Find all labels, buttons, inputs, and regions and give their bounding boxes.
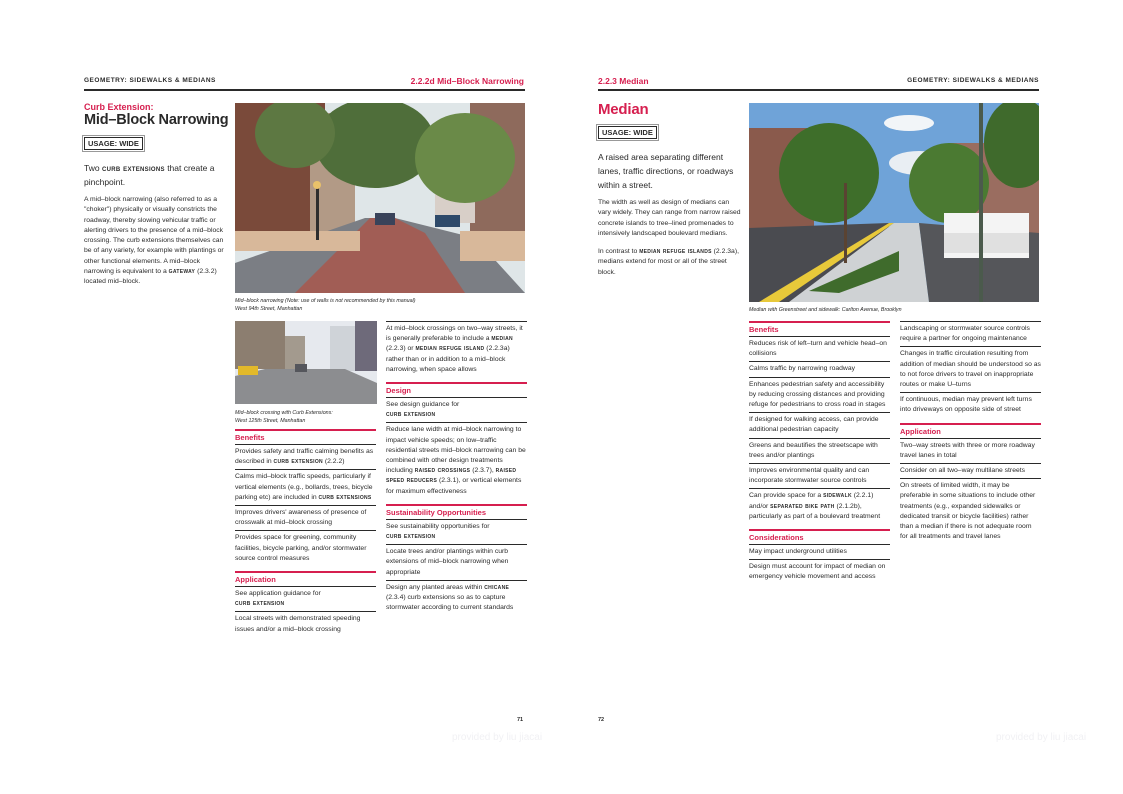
list-item — [749, 438, 890, 463]
text-run: Changes in traffic circulation resulting from addition of median should be understood so as to not force drivers to travel on inappropriate routes or make U–turns — [900, 350, 1041, 389]
lede — [84, 161, 229, 189]
intro-text: A mid–block narrowing (also referred to as a "choker") physically or visually constricts the roadway, thereby slowing vehicular traffic or alerting drivers to the presence of a mid–block crossing. The curb extensions themselves can be of any variety, for example with plantings or other functional elements. A mid–block narrowing is equivalent to a — [84, 196, 224, 276]
list-item — [386, 544, 527, 580]
photo-caption — [235, 409, 380, 425]
kicker: Curb Extension: — [84, 102, 154, 112]
photo-mid-block-narrowing — [235, 103, 525, 293]
term-reference: curb extension — [386, 533, 436, 541]
text-run: See application guidance for — [235, 590, 321, 598]
text-run: Consider on all two–way multilane streets — [900, 467, 1026, 475]
term-reference: curb extensions — [318, 493, 372, 501]
section-reference: 2.2.2d Mid–Block Narrowing — [410, 76, 524, 86]
section-heading-application: Application — [235, 571, 376, 586]
street-photo-illustration — [235, 103, 525, 293]
text-run: Enhances pedestrian safety and accessibility by reducing crossing distances and providing refuge for pedestrians to cross road in stages — [749, 380, 886, 409]
list-item — [749, 488, 890, 524]
section-heading-benefits: Benefits — [235, 429, 376, 444]
usage-badge: USAGE: WIDE — [84, 137, 143, 150]
list-item — [900, 346, 1041, 392]
caption-line: West 94th Street, Manhattan — [235, 306, 303, 312]
caption-line: Mid–block narrowing (Note: use of walls is not recommended by this manual) — [235, 298, 416, 304]
page-title: Median — [598, 101, 649, 118]
term-reference: median — [491, 335, 513, 343]
header-rule — [598, 89, 1039, 91]
term-reference: chicane — [484, 583, 510, 591]
crossing-photo-illustration — [235, 321, 377, 404]
usage-badge: USAGE: WIDE — [598, 126, 657, 139]
considerations-application-column — [900, 321, 1041, 544]
text-run: Two–way streets with three or more roadway travel lanes in total — [900, 441, 1035, 459]
lede-term: curb extensions — [101, 163, 165, 173]
section-reference: 2.2.3 Median — [598, 76, 649, 86]
term-reference: median refuge islands — [639, 248, 712, 256]
watermark: provided by liu jiacai — [996, 732, 1087, 743]
text-run: See sustainability opportunities for — [386, 522, 490, 530]
text-run: Improves environmental quality and can incorporate stormwater source controls — [749, 467, 870, 485]
text-run: Calms traffic by narrowing roadway — [749, 365, 856, 373]
list-item — [749, 377, 890, 413]
design-sustainability-column — [386, 321, 527, 615]
term-reference: separated bike path — [770, 502, 835, 510]
list-item — [749, 361, 890, 376]
section-heading-considerations: Considerations — [749, 529, 890, 544]
term-reference: curb extension — [386, 411, 436, 419]
text-run: Local streets with demonstrated speeding issues and/or a mid–block crossing — [235, 615, 361, 633]
term-reference: curb extension — [235, 600, 285, 608]
list-item — [235, 469, 376, 505]
term-reference: raised crossings — [414, 467, 471, 475]
benefits-application-column — [235, 429, 376, 637]
photo-caption: Median with Greenstreet and sidewalk: Carlton Avenue, Brooklyn — [749, 307, 902, 313]
photo-median — [749, 103, 1039, 302]
text-run: Provides safety and traffic calming benefits as described in — [235, 448, 374, 466]
contrast-paragraph — [598, 247, 741, 278]
section-heading-design: Design — [386, 382, 527, 397]
page-number: 71 — [517, 717, 524, 723]
text-run: Reduces risk of left–turn and vehicle head–on collisions — [749, 340, 887, 358]
text-run: Improves drivers' awareness of presence of crosswalk at mid–block crossing — [235, 509, 367, 527]
caption-line: West 125th Street, Manhattan — [235, 418, 306, 424]
intro-note — [386, 321, 527, 377]
list-item — [749, 463, 890, 488]
text-run: Calms mid–block traffic speeds, particularly if vertical elements (e.g., bollards, trees, bicycle parking etc) are included in — [235, 473, 373, 501]
text-run: If continuous, median may prevent left turns into driveways on opposite side of street — [900, 396, 1032, 414]
text-run: On streets of limited width, it may be preferable in some situations to include other treatments (e.g., expanded sidewalks or dedicated transit or bicycle facilities) rather than a median if there is not adequate room for all treatments and travel lanes — [900, 482, 1036, 541]
list-item — [386, 422, 527, 498]
list-item — [900, 463, 1041, 478]
lede-text-end: that create a pinchpoint. — [84, 163, 215, 187]
section-heading-application: Application — [900, 423, 1041, 438]
text-run: (2.2.3a), medians extend for most or all of the street block. — [598, 248, 739, 276]
text-run: Design must account for impact of median on emergency vehicle movement and access — [749, 563, 886, 581]
lede-text: Two — [84, 163, 102, 173]
page-number: 72 — [598, 717, 605, 723]
list-item — [386, 580, 527, 616]
list-item — [900, 392, 1041, 417]
list-item — [749, 559, 890, 584]
list-item — [235, 505, 376, 530]
intro-paragraph: The width as well as design of medians can vary widely. They can range from narrow raised concrete islands to tree–lined promenades to intensively landscaped boulevard medians. — [598, 199, 741, 237]
text-run: (2.2.3) or — [386, 345, 416, 353]
benefits-considerations-column — [749, 321, 890, 585]
text-run: Locate trees and/or plantings within curb extensions of mid–block narrowing when appropriate — [386, 548, 509, 576]
list-item — [749, 544, 890, 559]
intro-term: gateway — [168, 268, 196, 276]
term-reference: raised speed reducers — [386, 467, 517, 485]
right-intro-column — [598, 101, 741, 278]
list-item — [749, 412, 890, 437]
text-run: May impact underground utilities — [749, 548, 847, 556]
term-reference: median refuge island — [415, 345, 485, 353]
median-photo-illustration — [749, 103, 1039, 302]
intro-paragraph — [84, 195, 229, 288]
watermark: provided by liu jiacai — [452, 732, 543, 743]
text-run: (2.1.2b), particularly as part of a boulevard treatment — [749, 502, 881, 520]
list-item — [386, 519, 527, 544]
list-item — [900, 438, 1041, 463]
left-intro-column — [84, 102, 229, 288]
list-item — [386, 397, 527, 422]
list-item — [749, 336, 890, 361]
text-run: (2.3.4) curb extensions so as to capture stormwater according to current standards — [386, 594, 514, 612]
lede: A raised area separating different lanes, traffic directions, or roadways within a street. — [598, 152, 734, 190]
text-run: In contrast to — [598, 248, 640, 256]
list-item — [235, 530, 376, 566]
term-reference: sidewalk — [823, 492, 852, 500]
text-run: (2.2.3a) rather than or in addition to a mid–block narrowing, when space allows — [386, 345, 510, 373]
text-run: Greens and beautifies the streetscape with trees and/or plantings — [749, 441, 878, 459]
text-run: Design any planted areas within — [386, 583, 485, 591]
text-run: Provides space for greening, community facilities, bicycle parking, and/or stormwater source control measures — [235, 534, 367, 562]
list-item — [900, 478, 1041, 544]
page-title: Mid–Block Narrowing — [84, 112, 229, 128]
intro-text-end: (2.3.2) located mid–block. — [84, 268, 217, 286]
section-heading-benefits: Benefits — [749, 321, 890, 336]
text-run: Landscaping or stormwater source controls require a partner for ongoing maintenance — [900, 325, 1030, 343]
running-header: GEOMETRY: SIDEWALKS & MEDIANS — [84, 77, 216, 84]
list-item — [235, 586, 376, 611]
list-item — [900, 321, 1041, 346]
running-header: GEOMETRY: SIDEWALKS & MEDIANS — [907, 77, 1039, 84]
text-run: (2.3.1), or vertical elements for maximum effectiveness — [386, 477, 522, 495]
text-run: (2.3.7), — [470, 467, 496, 475]
text-run: See design guidance for — [386, 401, 460, 409]
list-item — [235, 611, 376, 636]
section-heading-sustainability: Sustainability Opportunities — [386, 504, 527, 519]
text-run: Reduce lane width at mid–block narrowing to impact vehicle speeds; on low–traffic residential streets mid–block narrowing can be combined with other design treatments including — [386, 426, 526, 475]
header-rule — [84, 89, 525, 91]
text-run: If designed for walking access, can provide additional pedestrian capacity — [749, 416, 879, 434]
term-reference: curb extension — [273, 458, 323, 466]
list-item — [235, 444, 376, 469]
text-run: (2.2.2) — [322, 458, 345, 466]
text-run: At mid–block crossings on two–way streets, it is generally preferable to include a — [386, 325, 523, 343]
caption-line: Mid–block crossing with Curb Extensions: — [235, 410, 333, 416]
text-run: Can provide space for a — [749, 492, 824, 500]
text-run: (2.2.1) and/or — [749, 492, 874, 510]
photo-caption — [235, 297, 525, 313]
photo-mid-block-crossing — [235, 321, 377, 404]
